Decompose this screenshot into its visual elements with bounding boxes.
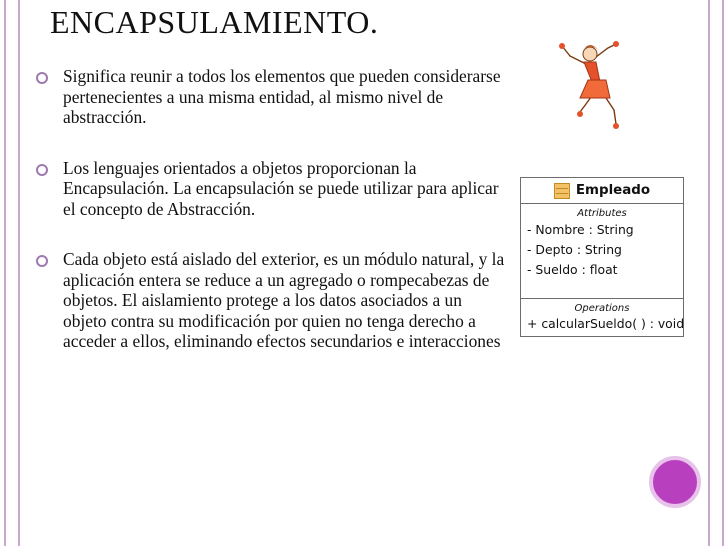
uml-attributes-section	[521, 208, 683, 299]
right-border-rail	[722, 0, 724, 546]
bullet-list	[36, 66, 506, 382]
left-border-rail	[4, 0, 6, 546]
bullet-item	[36, 249, 506, 352]
uml-class-name: Empleado	[575, 183, 651, 198]
uml-attributes-label: Attributes	[577, 208, 627, 219]
right-border-rail-inner	[708, 0, 710, 546]
bullet-icon	[36, 164, 48, 176]
bullet-item	[36, 66, 506, 128]
dancer-illustration	[550, 38, 640, 138]
uml-operations-section	[521, 303, 683, 333]
uml-attribute: - Sueldo : float	[527, 262, 618, 277]
uml-attribute: - Nombre : String	[527, 222, 634, 237]
uml-class-header	[521, 178, 683, 204]
bullet-icon	[36, 72, 48, 84]
bullet-text: Los lenguajes orientados a objetos proporcionan la Encapsulación. La encapsulación se puede utilizar para aplicar el concepto de Abstracción.	[63, 157, 499, 219]
uml-class-icon	[554, 183, 570, 199]
bullet-text: Significa reunir a todos los elementos que pueden considerarse pertenecientes a una misma entidad, al mismo nivel de abstracción.	[63, 66, 501, 127]
slide-title: ENCAPSULAMIENTO.	[50, 4, 379, 40]
bullet-icon	[36, 255, 48, 267]
decorative-circle	[649, 456, 701, 508]
uml-operations-label: Operations	[574, 303, 630, 314]
uml-operation: + calcularSueldo( ) : void	[527, 316, 685, 331]
bullet-item	[36, 158, 506, 220]
bullet-text: Cada objeto está aislado del exterior, es un módulo natural, y la aplicación entera se reduce a un agregado o rompecabezas de objetos. El aislamiento protege a los datos asociados a un objeto contra su modificación por quien no tenga derecho a acceder a ellos, eliminando efectos secundarios e interacciones	[63, 249, 505, 351]
uml-attribute: - Depto : String	[527, 242, 622, 257]
left-border-rail-inner	[18, 0, 20, 546]
uml-class-diagram	[520, 177, 684, 337]
